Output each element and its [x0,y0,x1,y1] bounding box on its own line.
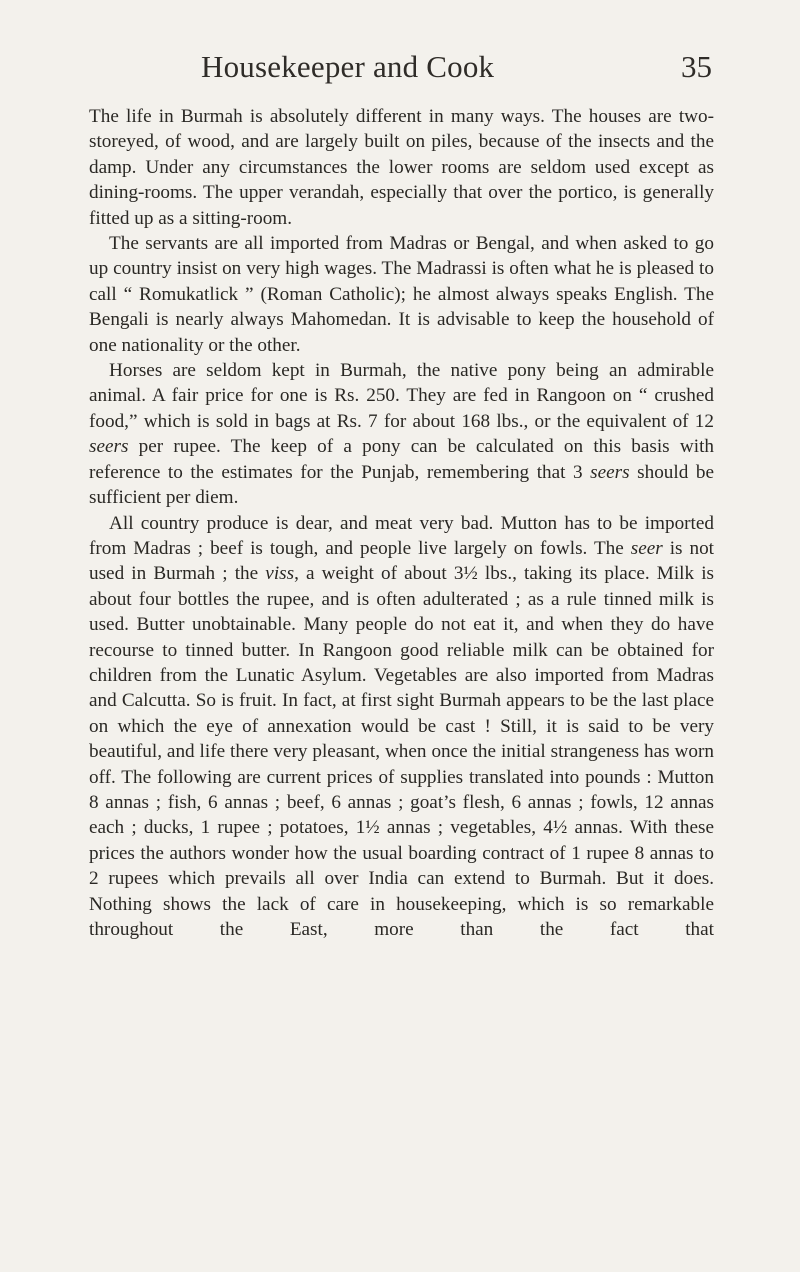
running-head [89,50,714,96]
body-text [89,104,714,942]
italic-term: seers [590,461,630,483]
text-run: The servants are all imported from Madras or Bengal, and when asked to go up country insist on very high wages. The Madrassi is often what he is pleased to call “ Romukatlick ” (Roman Catholic); he almost always speaks English. The Bengali is nearly always Mahomedan. It is advisable to keep the household of one nationality or the other. [89,233,714,356]
italic-term: seers [89,436,129,458]
paragraph [89,358,714,510]
text-run: should be sufficient per diem. [89,461,714,509]
text-run: is not used in Burmah ; the [89,537,714,585]
text-run: , a weight of about 3½ lbs., taking its place. Milk is about four bottles the rupee, and is often adulterated ; as a rule tinned milk is used. Butter unobtainable. Many people do not eat it, and when they do have recourse to tinned butter. In Rangoon good reliable milk can be obtained for children from the Lunatic Asylum. Vegetables are also imported from Madras and Calcutta. So is fruit. In fact, at first sight Burmah appears to be the last place on which the eye of annexation would be cast ! Still, it is said to be very beautiful, and life there very pleasant, when once the initial strangeness has worn off. The following are current prices of supplies translated into pounds : Mutton 8 annas ; fish, 6 annas ; beef, 6 annas ; goat’s flesh, 6 annas ; fowls, 12 annas each ; ducks, 1 rupee ; potatoes, 1½ annas ; vegetables, 4½ annas. With these prices the authors wonder how the usual boarding contract of 1 rupee 8 annas to 2 rupees which prevails all over India can extend to Burmah. But it does. Nothing shows the lack of care in housekeeping, which is so remarkable throughout the East, more than the fact that [89,563,715,940]
text-run: The life in Burmah is absolutely different in many ways. The houses are two-storeyed, of wood, and are largely built on piles, because of the insects and the damp. Under any circumstances the lower rooms are seldom used except as dining-rooms. The upper verandah, especially that over the portico, is generally fitted up as a sitting-room. [89,106,714,229]
paragraph [89,511,714,943]
page-number: 35 [681,49,712,84]
italic-term: viss [265,563,295,585]
paragraph [89,104,714,231]
text-run: per rupee. The keep of a pony can be calculated on this basis with reference to the estimates for the Punjab, remembering that 3 [89,436,714,483]
paragraph [89,231,714,358]
text-run: Horses are seldom kept in Burmah, the native pony being an admirable animal. A fair price for one is Rs. 250. They are fed in Rangoon on “ crushed food,” which is sold in bags at Rs. 7 for about 168 lbs., or the equivalent of 12 [89,360,714,432]
running-title: Housekeeper and Cook [201,49,495,84]
text-run: All country produce is dear, and meat very bad. Mutton has to be imported from Madras ; beef is tough, and people live largely on fowls. The [89,512,714,559]
italic-term: seer [630,537,663,559]
